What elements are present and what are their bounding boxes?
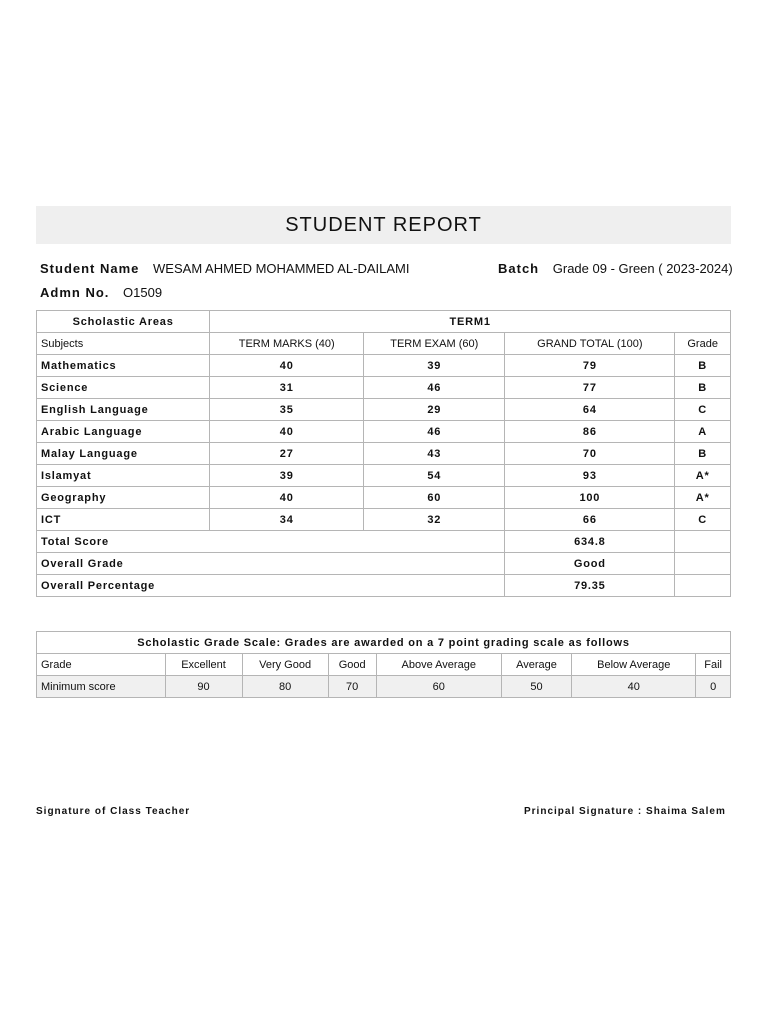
term-exam-header: TERM EXAM (60): [364, 333, 505, 355]
marks-table-column-headers: [37, 333, 731, 355]
grade-name-cell: Excellent: [165, 654, 242, 676]
grade-cell: A*: [675, 487, 731, 509]
grand-total-cell: 77: [505, 377, 675, 399]
grade-scale-title: Scholastic Grade Scale: Grades are awarded on a 7 point grading scale as follows: [37, 632, 731, 654]
subjects-header: Subjects: [37, 333, 210, 355]
term-header: TERM1: [210, 311, 731, 333]
report-title-bar: [36, 206, 731, 244]
term-exam-cell: 29: [364, 399, 505, 421]
term-exam-cell: 32: [364, 509, 505, 531]
min-score-cell: 0: [696, 676, 731, 698]
grand-total-cell: 70: [505, 443, 675, 465]
term-marks-header: TERM MARKS (40): [210, 333, 364, 355]
class-teacher-signature: Signature of Class Teacher: [36, 806, 191, 817]
term-exam-cell: 43: [364, 443, 505, 465]
grade-cell: A*: [675, 465, 731, 487]
student-name-label: Student Name: [40, 261, 140, 276]
term-exam-cell: 60: [364, 487, 505, 509]
table-row: [37, 399, 731, 421]
principal-signature: Principal Signature : Shaima Salem: [524, 806, 726, 817]
min-score-cell: 50: [501, 676, 571, 698]
grade-name-cell: Good: [328, 654, 376, 676]
table-row: [37, 465, 731, 487]
grade-cell: C: [675, 509, 731, 531]
subject-name: Arabic Language: [37, 421, 210, 443]
overall-percentage-value: 79.35: [505, 575, 675, 597]
report-title: STUDENT REPORT: [285, 213, 482, 236]
subject-name: Islamyat: [37, 465, 210, 487]
subject-name: Geography: [37, 487, 210, 509]
grand-total-cell: 100: [505, 487, 675, 509]
grand-total-header: GRAND TOTAL (100): [505, 333, 675, 355]
overall-grade-row: [37, 553, 731, 575]
overall-grade-value: Good: [505, 553, 675, 575]
grade-scale-table: [36, 631, 731, 698]
grade-name-cell: Below Average: [572, 654, 696, 676]
grade-scale-grade-row: [37, 654, 731, 676]
subject-name: Science: [37, 377, 210, 399]
term-exam-cell: 39: [364, 355, 505, 377]
grade-name-cell: Fail: [696, 654, 731, 676]
grade-scale-min-label: Minimum score: [37, 676, 166, 698]
total-score-label: Total Score: [37, 531, 505, 553]
grade-scale-min-row: [37, 676, 731, 698]
term-exam-cell: 46: [364, 377, 505, 399]
term-marks-cell: 40: [210, 487, 364, 509]
subject-name: Mathematics: [37, 355, 210, 377]
min-score-cell: 90: [165, 676, 242, 698]
table-row: [37, 509, 731, 531]
batch-row: [498, 261, 733, 276]
batch-label: Batch: [498, 261, 540, 276]
grade-scale-grade-label: Grade: [37, 654, 166, 676]
term-marks-cell: 40: [210, 421, 364, 443]
term-marks-cell: 27: [210, 443, 364, 465]
marks-table: [36, 310, 731, 597]
grade-header: Grade: [675, 333, 731, 355]
overall-grade-label: Overall Grade: [37, 553, 505, 575]
overall-grade-empty: [675, 553, 731, 575]
scholastic-areas-header: Scholastic Areas: [37, 311, 210, 333]
grade-cell: A: [675, 421, 731, 443]
total-score-row: [37, 531, 731, 553]
admission-label: Admn No.: [40, 285, 110, 300]
min-score-cell: 40: [572, 676, 696, 698]
grand-total-cell: 86: [505, 421, 675, 443]
term-exam-cell: 46: [364, 421, 505, 443]
min-score-cell: 70: [328, 676, 376, 698]
min-score-cell: 80: [242, 676, 328, 698]
overall-percentage-label: Overall Percentage: [37, 575, 505, 597]
grade-cell: B: [675, 377, 731, 399]
min-score-cell: 60: [376, 676, 501, 698]
table-row: [37, 421, 731, 443]
admission-row: [40, 285, 162, 300]
overall-percentage-row: [37, 575, 731, 597]
grade-name-cell: Above Average: [376, 654, 501, 676]
table-row: [37, 487, 731, 509]
grade-name-cell: Very Good: [242, 654, 328, 676]
marks-table-term-row: [37, 311, 731, 333]
term-marks-cell: 40: [210, 355, 364, 377]
term-exam-cell: 54: [364, 465, 505, 487]
admission-value: O1509: [123, 285, 163, 300]
table-row: [37, 443, 731, 465]
batch-value: Grade 09 - Green ( 2023-2024): [552, 261, 733, 276]
student-name-value: WESAM AHMED MOHAMMED AL-DAILAMI: [153, 261, 410, 276]
term-marks-cell: 39: [210, 465, 364, 487]
subject-name: English Language: [37, 399, 210, 421]
total-score-empty: [675, 531, 731, 553]
table-row: [37, 355, 731, 377]
subject-name: ICT: [37, 509, 210, 531]
student-name-row: [40, 261, 409, 276]
grade-cell: B: [675, 355, 731, 377]
term-marks-cell: 34: [210, 509, 364, 531]
grade-name-cell: Average: [501, 654, 571, 676]
term-marks-cell: 35: [210, 399, 364, 421]
table-row: [37, 377, 731, 399]
grand-total-cell: 64: [505, 399, 675, 421]
grade-cell: C: [675, 399, 731, 421]
grand-total-cell: 79: [505, 355, 675, 377]
total-score-value: 634.8: [505, 531, 675, 553]
overall-percentage-empty: [675, 575, 731, 597]
grade-scale-title-row: [37, 632, 731, 654]
term-marks-cell: 31: [210, 377, 364, 399]
grand-total-cell: 66: [505, 509, 675, 531]
subject-name: Malay Language: [37, 443, 210, 465]
grand-total-cell: 93: [505, 465, 675, 487]
grade-cell: B: [675, 443, 731, 465]
